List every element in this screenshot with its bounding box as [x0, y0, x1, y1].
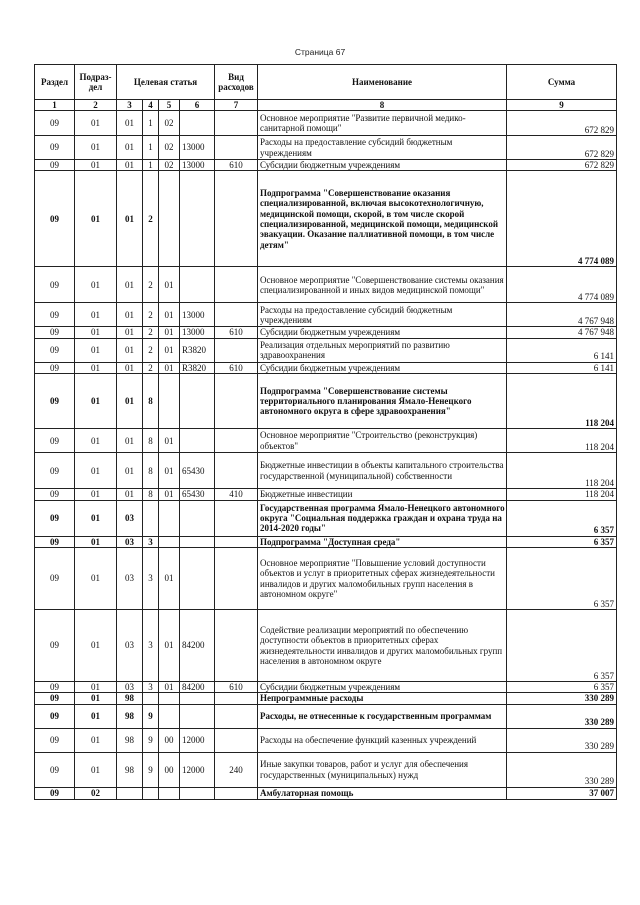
table-row — [35, 500, 617, 536]
cell-cs3 — [159, 693, 180, 704]
cell-sum: 118 204 — [507, 453, 617, 489]
cell-cs1: 01 — [117, 453, 143, 489]
cell-name: Расходы на обеспечение функций казенных учреждений — [258, 728, 507, 752]
cell-cs4: 84200 — [180, 682, 215, 693]
cell-cs2: 2 — [143, 327, 159, 338]
cell-cs2: 2 — [143, 362, 159, 373]
table-row — [35, 111, 617, 136]
cell-cs3: 01 — [159, 610, 180, 682]
cell-sum: 330 289 — [507, 728, 617, 752]
cell-cs1: 01 — [117, 111, 143, 136]
cell-cs1: 01 — [117, 338, 143, 362]
cell-name: Субсидии бюджетным учреждениям — [258, 160, 507, 171]
cell-cs3 — [159, 787, 180, 799]
cell-cs2: 3 — [143, 548, 159, 610]
cell-cs1: 01 — [117, 327, 143, 338]
cell-podrazdel: 01 — [75, 327, 117, 338]
column-number: 3 — [117, 100, 143, 111]
cell-podrazdel: 01 — [75, 500, 117, 536]
table-row — [35, 682, 617, 693]
cell-sum: 6 357 — [507, 536, 617, 547]
cell-cs4 — [180, 548, 215, 610]
cell-name: Основное мероприятие "Развитие первичной медико-санитарной помощи" — [258, 111, 507, 136]
cell-cs3: 01 — [159, 362, 180, 373]
cell-cs2: 1 — [143, 111, 159, 136]
cell-sum: 6 357 — [507, 682, 617, 693]
cell-podrazdel: 01 — [75, 362, 117, 373]
cell-name: Основное мероприятие "Строительство (реконструкция) объектов" — [258, 429, 507, 453]
cell-podrazdel: 01 — [75, 171, 117, 267]
cell-vid — [215, 267, 258, 303]
cell-cs4 — [180, 693, 215, 704]
cell-cs2: 3 — [143, 682, 159, 693]
table-row — [35, 548, 617, 610]
cell-cs1: 03 — [117, 610, 143, 682]
cell-podrazdel: 01 — [75, 610, 117, 682]
cell-name: Реализация отдельных мероприятий по развитию здравоохранения — [258, 338, 507, 362]
table-row — [35, 171, 617, 267]
header-vid-rashodov: Вид расходов — [215, 65, 258, 100]
cell-razdel: 09 — [35, 362, 75, 373]
cell-vid: 610 — [215, 327, 258, 338]
cell-sum: 4 767 948 — [507, 327, 617, 338]
table-row — [35, 787, 617, 799]
cell-cs3: 01 — [159, 267, 180, 303]
cell-podrazdel: 01 — [75, 160, 117, 171]
cell-name: Подпрограмма "Совершенствование оказания специализированной, включая высокотехнологичную, медицинской помощи, скорой, в том числе скорой специализированной, медицинской помощи, медицинской эвакуации. Оказание паллиативной помощи, в том числе детям" — [258, 171, 507, 267]
cell-podrazdel: 01 — [75, 548, 117, 610]
table-row — [35, 728, 617, 752]
cell-name: Амбулаторная помощь — [258, 787, 507, 799]
cell-cs2: 2 — [143, 303, 159, 327]
cell-cs4: 84200 — [180, 610, 215, 682]
cell-podrazdel: 01 — [75, 267, 117, 303]
cell-sum: 4 774 089 — [507, 267, 617, 303]
cell-vid: 410 — [215, 489, 258, 500]
cell-podrazdel: 01 — [75, 303, 117, 327]
cell-podrazdel: 01 — [75, 111, 117, 136]
cell-cs2: 9 — [143, 704, 159, 728]
cell-name: Субсидии бюджетным учреждениям — [258, 327, 507, 338]
cell-vid: 610 — [215, 362, 258, 373]
cell-podrazdel: 01 — [75, 728, 117, 752]
cell-cs3: 01 — [159, 453, 180, 489]
cell-vid — [215, 728, 258, 752]
cell-razdel: 09 — [35, 610, 75, 682]
cell-cs1: 03 — [117, 682, 143, 693]
cell-vid — [215, 548, 258, 610]
table-row — [35, 160, 617, 171]
cell-sum: 4 767 948 — [507, 303, 617, 327]
cell-cs4: 12000 — [180, 752, 215, 787]
cell-vid — [215, 303, 258, 327]
cell-cs2: 8 — [143, 489, 159, 500]
budget-table — [34, 64, 617, 800]
cell-cs2 — [143, 693, 159, 704]
cell-name: Основное мероприятие "Повышение условий доступности объектов и услуг в приоритетных сферах жизнедеятельности инвалидов и других маломобильных групп населения в автономном округе" — [258, 548, 507, 610]
cell-razdel: 09 — [35, 374, 75, 429]
cell-name: Основное мероприятие "Совершенствование системы оказания специализированной и иных видов медицинской помощи" — [258, 267, 507, 303]
cell-podrazdel: 01 — [75, 374, 117, 429]
cell-razdel: 09 — [35, 704, 75, 728]
cell-sum: 6 357 — [507, 548, 617, 610]
cell-cs2: 3 — [143, 610, 159, 682]
cell-razdel: 09 — [35, 548, 75, 610]
cell-cs2 — [143, 787, 159, 799]
cell-cs3 — [159, 704, 180, 728]
cell-sum: 672 829 — [507, 160, 617, 171]
cell-sum: 330 289 — [507, 704, 617, 728]
cell-sum: 6 357 — [507, 610, 617, 682]
column-number-row — [35, 100, 617, 111]
cell-sum: 118 204 — [507, 429, 617, 453]
cell-name: Государственная программа Ямало-Ненецкого автономного округа "Социальная поддержка граждан и охрана труда на 2014-2020 годы" — [258, 500, 507, 536]
cell-cs4 — [180, 704, 215, 728]
cell-razdel: 09 — [35, 136, 75, 160]
cell-podrazdel: 01 — [75, 453, 117, 489]
header-summa: Сумма — [507, 65, 617, 100]
cell-cs4 — [180, 374, 215, 429]
cell-podrazdel: 01 — [75, 536, 117, 547]
cell-cs3 — [159, 171, 180, 267]
cell-cs3: 01 — [159, 682, 180, 693]
column-number: 2 — [75, 100, 117, 111]
cell-cs2: 2 — [143, 338, 159, 362]
cell-vid — [215, 693, 258, 704]
cell-name: Иные закупки товаров, работ и услуг для обеспечения государственных (муниципальных) нужд — [258, 752, 507, 787]
cell-podrazdel: 01 — [75, 752, 117, 787]
table-body — [35, 111, 617, 800]
cell-sum: 6 141 — [507, 338, 617, 362]
cell-name: Непрограммные расходы — [258, 693, 507, 704]
cell-sum: 6 357 — [507, 500, 617, 536]
column-number: 9 — [507, 100, 617, 111]
cell-cs2: 2 — [143, 171, 159, 267]
cell-cs4: 13000 — [180, 303, 215, 327]
cell-razdel: 09 — [35, 682, 75, 693]
cell-cs4 — [180, 429, 215, 453]
cell-cs1: 01 — [117, 489, 143, 500]
cell-name: Бюджетные инвестиции — [258, 489, 507, 500]
cell-cs3: 01 — [159, 548, 180, 610]
cell-cs3: 01 — [159, 327, 180, 338]
cell-razdel: 09 — [35, 111, 75, 136]
cell-vid — [215, 338, 258, 362]
cell-sum: 330 289 — [507, 693, 617, 704]
header-razdel: Раздел — [35, 65, 75, 100]
cell-cs2: 1 — [143, 136, 159, 160]
cell-razdel: 09 — [35, 429, 75, 453]
cell-vid — [215, 111, 258, 136]
table-row — [35, 693, 617, 704]
cell-cs4 — [180, 787, 215, 799]
cell-cs1: 01 — [117, 374, 143, 429]
cell-razdel: 09 — [35, 752, 75, 787]
cell-cs4: R3820 — [180, 362, 215, 373]
cell-name: Содействие реализации мероприятий по обеспечению доступности объектов в приоритетных сферах жизнедеятельности инвалидов и других маломобильных групп населения в автономном округе — [258, 610, 507, 682]
cell-sum: 672 829 — [507, 136, 617, 160]
cell-name: Расходы, не отнесенные к государственным программам — [258, 704, 507, 728]
cell-razdel: 09 — [35, 787, 75, 799]
cell-razdel: 09 — [35, 489, 75, 500]
cell-cs4 — [180, 500, 215, 536]
cell-cs2: 9 — [143, 752, 159, 787]
column-number: 4 — [143, 100, 159, 111]
cell-podrazdel: 01 — [75, 429, 117, 453]
cell-cs1 — [117, 787, 143, 799]
cell-razdel: 09 — [35, 728, 75, 752]
table-row — [35, 374, 617, 429]
cell-cs2: 9 — [143, 728, 159, 752]
cell-cs4: 13000 — [180, 160, 215, 171]
header-naimenovanie: Наименование — [258, 65, 507, 100]
cell-cs2 — [143, 500, 159, 536]
cell-cs4 — [180, 111, 215, 136]
cell-razdel: 09 — [35, 303, 75, 327]
cell-name: Расходы на предоставление субсидий бюджетным учреждениям — [258, 303, 507, 327]
cell-cs4: 13000 — [180, 136, 215, 160]
page-number-label: Страница 67 — [294, 47, 346, 57]
cell-cs4: 65430 — [180, 453, 215, 489]
cell-cs2: 8 — [143, 429, 159, 453]
cell-name: Бюджетные инвестиции в объекты капитального строительства государственной (муниципальной) собственности — [258, 453, 507, 489]
cell-vid: 610 — [215, 682, 258, 693]
cell-cs4: 65430 — [180, 489, 215, 500]
cell-vid: 240 — [215, 752, 258, 787]
header-celevaya-statya: Целевая статья — [117, 65, 215, 100]
cell-cs1: 01 — [117, 303, 143, 327]
cell-cs1: 01 — [117, 160, 143, 171]
cell-sum: 118 204 — [507, 489, 617, 500]
cell-cs4 — [180, 171, 215, 267]
cell-cs1: 01 — [117, 136, 143, 160]
cell-cs2: 8 — [143, 453, 159, 489]
table-row — [35, 453, 617, 489]
cell-cs3: 02 — [159, 136, 180, 160]
table-row — [35, 536, 617, 547]
cell-vid: 610 — [215, 160, 258, 171]
cell-name: Расходы на предоставление субсидий бюджетным учреждениям — [258, 136, 507, 160]
cell-cs1: 01 — [117, 171, 143, 267]
cell-vid — [215, 536, 258, 547]
cell-vid — [215, 429, 258, 453]
cell-razdel: 09 — [35, 500, 75, 536]
cell-vid — [215, 453, 258, 489]
cell-podrazdel: 01 — [75, 704, 117, 728]
table-row — [35, 136, 617, 160]
table-row — [35, 327, 617, 338]
cell-cs3: 00 — [159, 752, 180, 787]
cell-sum: 4 774 089 — [507, 171, 617, 267]
column-number: 7 — [215, 100, 258, 111]
cell-podrazdel: 01 — [75, 338, 117, 362]
column-number: 6 — [180, 100, 215, 111]
cell-vid — [215, 136, 258, 160]
cell-cs1: 03 — [117, 536, 143, 547]
table-row — [35, 704, 617, 728]
cell-podrazdel: 01 — [75, 489, 117, 500]
table-row — [35, 610, 617, 682]
cell-cs2: 3 — [143, 536, 159, 547]
cell-cs4 — [180, 267, 215, 303]
cell-cs3 — [159, 536, 180, 547]
cell-name: Субсидии бюджетным учреждениям — [258, 682, 507, 693]
column-number: 1 — [35, 100, 75, 111]
cell-cs1: 98 — [117, 728, 143, 752]
cell-podrazdel: 01 — [75, 682, 117, 693]
cell-cs1: 98 — [117, 693, 143, 704]
cell-name: Субсидии бюджетным учреждениям — [258, 362, 507, 373]
cell-cs3: 01 — [159, 303, 180, 327]
table-row — [35, 338, 617, 362]
cell-cs3: 01 — [159, 489, 180, 500]
cell-razdel: 09 — [35, 267, 75, 303]
table-row — [35, 752, 617, 787]
cell-cs4: 13000 — [180, 327, 215, 338]
cell-razdel: 09 — [35, 338, 75, 362]
cell-vid — [215, 787, 258, 799]
cell-cs1: 98 — [117, 752, 143, 787]
cell-sum: 672 829 — [507, 111, 617, 136]
cell-podrazdel: 02 — [75, 787, 117, 799]
cell-cs3 — [159, 500, 180, 536]
column-number: 5 — [159, 100, 180, 111]
cell-razdel: 09 — [35, 171, 75, 267]
cell-vid — [215, 704, 258, 728]
column-number: 8 — [258, 100, 507, 111]
cell-razdel: 09 — [35, 453, 75, 489]
table-row — [35, 429, 617, 453]
cell-razdel: 09 — [35, 693, 75, 704]
cell-cs2: 8 — [143, 374, 159, 429]
cell-vid — [215, 500, 258, 536]
cell-sum: 37 007 — [507, 787, 617, 799]
cell-sum: 330 289 — [507, 752, 617, 787]
cell-cs3: 01 — [159, 338, 180, 362]
table-row — [35, 362, 617, 373]
cell-sum: 118 204 — [507, 374, 617, 429]
cell-cs1: 01 — [117, 429, 143, 453]
cell-cs4 — [180, 536, 215, 547]
cell-cs2: 1 — [143, 160, 159, 171]
cell-vid — [215, 171, 258, 267]
cell-vid — [215, 374, 258, 429]
cell-cs3: 02 — [159, 160, 180, 171]
cell-name: Подпрограмма "Доступная среда" — [258, 536, 507, 547]
table-row — [35, 303, 617, 327]
cell-razdel: 09 — [35, 327, 75, 338]
cell-name: Подпрограмма "Совершенствование системы территориального планирования Ямало-Ненецкого автономного округа в сфере здравоохранения" — [258, 374, 507, 429]
cell-razdel: 09 — [35, 160, 75, 171]
cell-cs3 — [159, 374, 180, 429]
cell-cs2: 2 — [143, 267, 159, 303]
cell-sum: 6 141 — [507, 362, 617, 373]
cell-razdel: 09 — [35, 536, 75, 547]
cell-vid — [215, 610, 258, 682]
cell-cs3: 02 — [159, 111, 180, 136]
cell-cs4: R3820 — [180, 338, 215, 362]
cell-cs3: 00 — [159, 728, 180, 752]
table-row — [35, 489, 617, 500]
cell-cs3: 01 — [159, 429, 180, 453]
table-row — [35, 267, 617, 303]
cell-podrazdel: 01 — [75, 136, 117, 160]
header-podrazdel: Подраз-дел — [75, 65, 117, 100]
cell-cs1: 03 — [117, 500, 143, 536]
cell-cs1: 01 — [117, 267, 143, 303]
cell-cs1: 98 — [117, 704, 143, 728]
cell-cs1: 01 — [117, 362, 143, 373]
cell-cs4: 12000 — [180, 728, 215, 752]
cell-podrazdel: 01 — [75, 693, 117, 704]
cell-cs1: 03 — [117, 548, 143, 610]
